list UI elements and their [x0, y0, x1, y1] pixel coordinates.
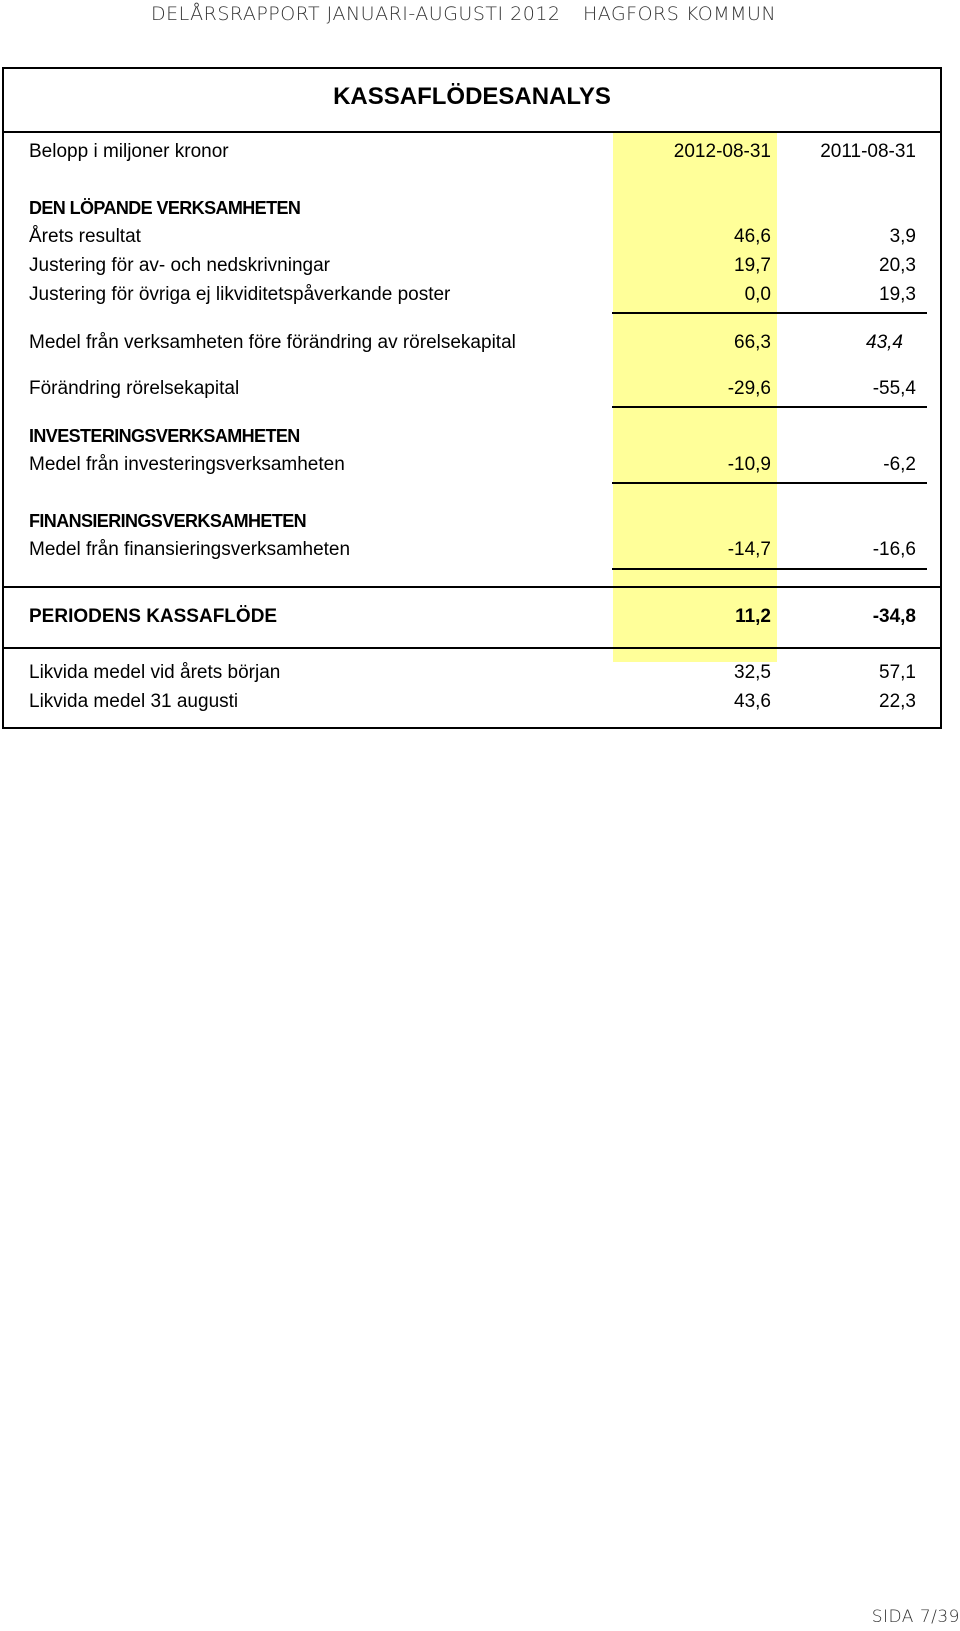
row-label: Förändring rörelsekapital	[29, 378, 240, 399]
row-value-2011: 20,3	[879, 255, 916, 276]
page-title: KASSAFLÖDESANALYS	[333, 83, 611, 110]
subtotal-underline	[612, 312, 927, 314]
row-value-2012: 66,3	[734, 332, 771, 353]
row-value-2012: -14,7	[727, 539, 771, 560]
row-label: Medel från verksamheten före förändring av rörelsekapital	[29, 332, 516, 353]
row-label: PERIODENS KASSAFLÖDE	[29, 606, 278, 627]
row-value-2011: -34,8	[872, 606, 916, 627]
row-value-2012: 19,7	[734, 255, 771, 276]
row-value-2011: -6,2	[883, 454, 916, 475]
column-header-2012: 2012-08-31	[673, 141, 771, 162]
table-row	[4, 662, 940, 688]
section-operating: DEN LÖPANDE VERKSAMHETEN	[29, 198, 301, 218]
table-row	[4, 691, 940, 717]
header-organization: HAGFORS KOMMUN	[583, 3, 777, 25]
column-header-row	[4, 141, 940, 167]
row-label: Likvida medel vid årets början	[29, 662, 281, 683]
divider	[4, 131, 940, 133]
subtotal-underline	[612, 568, 927, 570]
row-label: Medel från investeringsverksamheten	[29, 454, 345, 475]
section-investing: INVESTERINGSVERKSAMHETEN	[29, 426, 300, 446]
row-value-2012: 46,6	[734, 226, 771, 247]
row-label: Justering för av- och nedskrivningar	[29, 255, 330, 276]
row-value-2011: 43,4	[866, 332, 903, 353]
row-value-2011: 57,1	[879, 662, 916, 683]
row-value-2011: 22,3	[879, 691, 916, 712]
row-value-2011: -55,4	[872, 378, 916, 399]
row-value-2012: 0,0	[744, 284, 771, 305]
table-row	[4, 454, 940, 480]
row-value-2012: 32,5	[734, 662, 771, 683]
divider	[4, 586, 940, 588]
table-row	[4, 332, 940, 358]
subtotal-underline	[612, 406, 927, 408]
row-value-2011: 19,3	[879, 284, 916, 305]
divider	[4, 647, 940, 649]
row-value-2012: 11,2	[735, 606, 771, 627]
subtotal-underline	[612, 482, 927, 484]
table-row	[4, 539, 940, 565]
page-number: SIDA 7/39	[871, 1607, 960, 1627]
table-row	[4, 378, 940, 404]
row-label: Justering för övriga ej likviditetspåverkande poster	[29, 284, 451, 305]
table-row	[4, 255, 940, 281]
row-value-2012: 43,6	[734, 691, 771, 712]
row-value-2011: -16,6	[872, 539, 916, 560]
table-row	[4, 226, 940, 252]
row-label: Medel från finansieringsverksamheten	[29, 539, 351, 560]
header-report-title: DELÅRSRAPPORT JANUARI-AUGUSTI 2012	[151, 3, 561, 25]
row-label: Likvida medel 31 augusti	[29, 691, 239, 712]
row-value-2012: -29,6	[727, 378, 771, 399]
row-value-2012: -10,9	[727, 454, 771, 475]
cash-flow-table	[2, 67, 942, 729]
section-financing: FINANSIERINGSVERKSAMHETEN	[29, 511, 307, 531]
column-header-label: Belopp i miljoner kronor	[29, 141, 229, 162]
total-row	[4, 606, 940, 632]
row-label: Årets resultat	[29, 226, 141, 247]
column-header-2011: 2011-08-31	[820, 141, 916, 162]
table-row	[4, 284, 940, 310]
row-value-2011: 3,9	[889, 226, 916, 247]
